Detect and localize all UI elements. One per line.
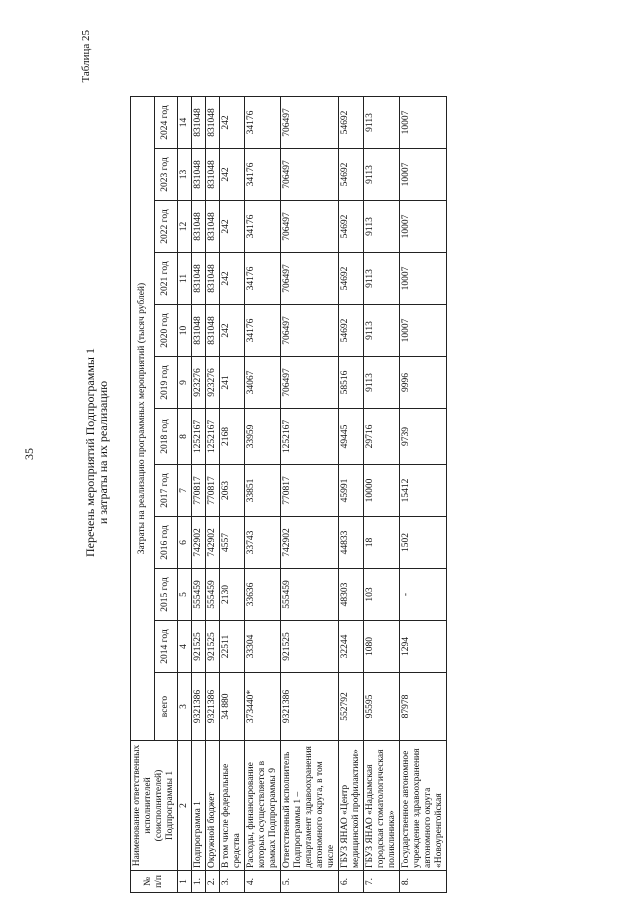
row-year-value: 33851: [245, 465, 281, 517]
table-title: [84, 0, 110, 905]
row-year-value: 706497: [281, 149, 339, 201]
row-year-value: 54692: [339, 253, 364, 305]
row-name: Расходы, финансирование которых осуществляется в рамках Подпрограммы 9: [245, 741, 281, 871]
title-line-2: и затраты на их реализацию: [96, 380, 110, 525]
row-number: 3.: [220, 871, 245, 893]
row-year-value: 2130: [220, 569, 245, 621]
row-name: ГБУЗ ЯНАО «Центр медицинской профилактики»: [339, 741, 364, 871]
table-row: [192, 97, 206, 893]
header-year: 2021 год: [154, 253, 178, 305]
row-year-value: 831048: [206, 305, 220, 357]
col-number: 8: [178, 409, 192, 465]
row-year-value: 706497: [281, 97, 339, 149]
row-year-value: 9113: [364, 97, 400, 149]
row-total: 34 880: [220, 673, 245, 741]
column-number-row: [178, 97, 192, 893]
row-year-value: 58516: [339, 357, 364, 409]
row-year-value: 831048: [206, 149, 220, 201]
row-total: 373440*: [245, 673, 281, 741]
row-year-value: 831048: [192, 149, 206, 201]
row-year-value: 770817: [206, 465, 220, 517]
row-total: 9321386: [281, 673, 339, 741]
row-year-value: 34176: [245, 201, 281, 253]
table-row: [281, 97, 339, 893]
header-year: 2016 год: [154, 517, 178, 569]
row-year-value: 555459: [192, 569, 206, 621]
row-number: 5.: [281, 871, 339, 893]
header-year: 2014 год: [154, 621, 178, 673]
table-label: Таблица 25: [80, 30, 92, 83]
row-year-value: 923276: [206, 357, 220, 409]
row-year-value: 831048: [206, 97, 220, 149]
row-year-value: 706497: [281, 201, 339, 253]
row-year-value: 831048: [192, 97, 206, 149]
row-year-value: 9113: [364, 253, 400, 305]
row-name: Окружной бюджет: [206, 741, 220, 871]
row-year-value: 34067: [245, 357, 281, 409]
row-year-value: 10007: [400, 201, 447, 253]
row-year-value: 33304: [245, 621, 281, 673]
table-row: [245, 97, 281, 893]
row-year-value: 742902: [192, 517, 206, 569]
col-number: 5: [178, 569, 192, 621]
col-number: 14: [178, 97, 192, 149]
row-year-value: 9113: [364, 357, 400, 409]
row-name: Ответственный исполнитель Подпрограммы 1 – департамент здравоохранения автономного округа, в том числе: [281, 741, 339, 871]
row-year-value: 33743: [245, 517, 281, 569]
costs-table: [130, 96, 447, 893]
table-row: [220, 97, 245, 893]
row-year-value: 29716: [364, 409, 400, 465]
row-year-value: 54692: [339, 97, 364, 149]
row-year-value: 1252167: [192, 409, 206, 465]
row-total: 9321386: [206, 673, 220, 741]
row-year-value: 103: [364, 569, 400, 621]
col-number: 10: [178, 305, 192, 357]
row-year-value: 831048: [206, 253, 220, 305]
header-year: 2018 год: [154, 409, 178, 465]
row-year-value: 1294: [400, 621, 447, 673]
col-number: 6: [178, 517, 192, 569]
header-costs: Затраты на реализацию программных мероприятий (тысяч рублей): [131, 97, 155, 741]
row-year-value: 1502: [400, 517, 447, 569]
row-name: В том числе федеральные средства: [220, 741, 245, 871]
row-year-value: 34176: [245, 97, 281, 149]
row-year-value: 770817: [192, 465, 206, 517]
row-year-value: 10007: [400, 97, 447, 149]
row-year-value: 10007: [400, 253, 447, 305]
row-year-value: 706497: [281, 305, 339, 357]
row-total: 9321386: [192, 673, 206, 741]
row-year-value: 9113: [364, 149, 400, 201]
col-number: 4: [178, 621, 192, 673]
header-year: 2017 год: [154, 465, 178, 517]
row-year-value: 33636: [245, 569, 281, 621]
row-year-value: 921525: [206, 621, 220, 673]
col-number: 2: [178, 741, 192, 871]
row-year-value: 49445: [339, 409, 364, 465]
row-year-value: 10000: [364, 465, 400, 517]
row-number: 8.: [400, 871, 447, 893]
page-number: 35: [22, 448, 36, 460]
row-year-value: 9113: [364, 305, 400, 357]
row-number: 2.: [206, 871, 220, 893]
col-number: 1: [178, 871, 192, 893]
row-year-value: 242: [220, 253, 245, 305]
row-number: 6.: [339, 871, 364, 893]
col-number: 7: [178, 465, 192, 517]
row-year-value: 1080: [364, 621, 400, 673]
row-year-value: 921525: [192, 621, 206, 673]
row-year-value: 2168: [220, 409, 245, 465]
row-year-value: 9113: [364, 201, 400, 253]
row-year-value: 242: [220, 201, 245, 253]
col-number: 9: [178, 357, 192, 409]
row-number: 7.: [364, 871, 400, 893]
row-year-value: 831048: [192, 253, 206, 305]
row-year-value: 555459: [281, 569, 339, 621]
row-year-value: 9739: [400, 409, 447, 465]
row-year-value: 242: [220, 97, 245, 149]
header-num: № п/п: [131, 871, 178, 893]
row-year-value: 10007: [400, 305, 447, 357]
col-number: 13: [178, 149, 192, 201]
table-row: [364, 97, 400, 893]
row-number: 4.: [245, 871, 281, 893]
row-year-value: 54692: [339, 149, 364, 201]
row-total: 552792: [339, 673, 364, 741]
row-total: 95595: [364, 673, 400, 741]
row-year-value: 4557: [220, 517, 245, 569]
row-year-value: 241: [220, 357, 245, 409]
table-row: [339, 97, 364, 893]
row-year-value: 44833: [339, 517, 364, 569]
row-year-value: 48303: [339, 569, 364, 621]
row-year-value: 831048: [206, 201, 220, 253]
row-name: Подпрограмма 1: [192, 741, 206, 871]
row-year-value: 770817: [281, 465, 339, 517]
col-number: 3: [178, 673, 192, 741]
row-year-value: 706497: [281, 253, 339, 305]
header-year: 2022 год: [154, 201, 178, 253]
row-year-value: 742902: [206, 517, 220, 569]
row-year-value: 22511: [220, 621, 245, 673]
row-year-value: 1252167: [281, 409, 339, 465]
row-year-value: 923276: [192, 357, 206, 409]
row-number: 1.: [192, 871, 206, 893]
row-year-value: 2063: [220, 465, 245, 517]
row-year-value: 32244: [339, 621, 364, 673]
col-number: 11: [178, 253, 192, 305]
header-year: 2023 год: [154, 149, 178, 201]
row-year-value: 54692: [339, 201, 364, 253]
table-row: [400, 97, 447, 893]
row-year-value: 831048: [192, 201, 206, 253]
header-year: 2019 год: [154, 357, 178, 409]
header-year: 2020 год: [154, 305, 178, 357]
row-year-value: 45991: [339, 465, 364, 517]
row-total: 87978: [400, 673, 447, 741]
col-number: 12: [178, 201, 192, 253]
header-year: 2015 год: [154, 569, 178, 621]
row-year-value: 34176: [245, 253, 281, 305]
row-year-value: 54692: [339, 305, 364, 357]
row-year-value: 921525: [281, 621, 339, 673]
row-year-value: 18: [364, 517, 400, 569]
header-total: всего: [154, 673, 178, 741]
header-name: Наименование ответственных исполнителей (соисполнителей) Подпрограммы 1: [131, 741, 178, 871]
row-year-value: 1252167: [206, 409, 220, 465]
row-year-value: 33959: [245, 409, 281, 465]
row-year-value: 706497: [281, 357, 339, 409]
table-row: [206, 97, 220, 893]
title-line-1: Перечень мероприятий Подпрограммы 1: [83, 348, 97, 557]
row-year-value: 555459: [206, 569, 220, 621]
row-year-value: 242: [220, 149, 245, 201]
row-year-value: -: [400, 569, 447, 621]
row-year-value: 9996: [400, 357, 447, 409]
row-year-value: 242: [220, 305, 245, 357]
row-year-value: 831048: [192, 305, 206, 357]
header-row-1: [131, 97, 155, 893]
row-name: ГБУЗ ЯНАО «Надымская городская стоматологическая поликлиника»: [364, 741, 400, 871]
row-year-value: 10007: [400, 149, 447, 201]
row-name: Государственное автономное учреждение здравоохранения автономного округа «Новоуренгойская: [400, 741, 447, 871]
row-year-value: 15412: [400, 465, 447, 517]
header-year: 2024 год: [154, 97, 178, 149]
row-year-value: 34176: [245, 149, 281, 201]
table-body: [192, 97, 447, 893]
row-year-value: 742902: [281, 517, 339, 569]
row-year-value: 34176: [245, 305, 281, 357]
